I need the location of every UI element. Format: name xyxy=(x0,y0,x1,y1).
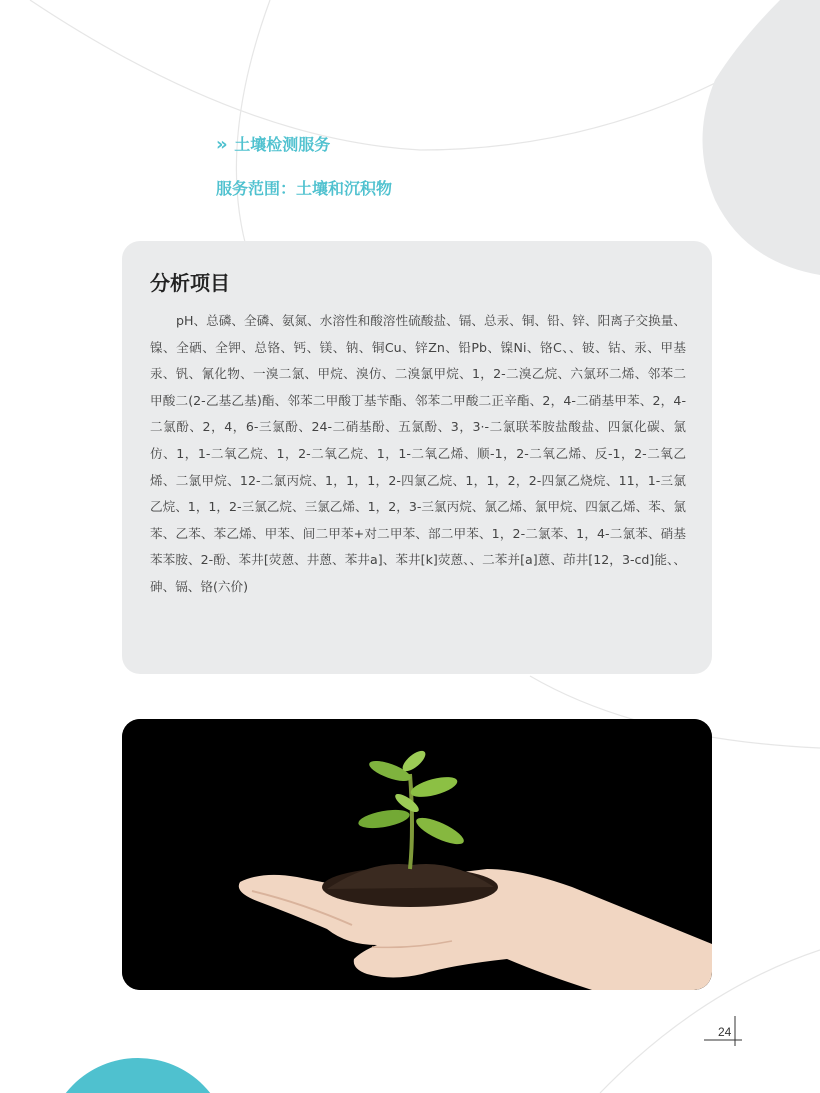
section-title: 土壤检测服务 xyxy=(234,135,331,154)
analysis-items-card xyxy=(122,241,712,674)
page-number: 24 xyxy=(718,1025,732,1039)
section-header xyxy=(216,132,330,155)
seedling-illustration xyxy=(122,719,712,990)
seedling-photo xyxy=(122,719,712,990)
double-chevron-icon: » xyxy=(216,134,225,155)
card-body-text: pH、总磷、全磷、氨氮、水溶性和酸溶性硫酸盐、镉、总汞、铜、铅、锌、阳离子交换量、镍、全硒、全钾、总铬、钙、镁、钠、铜Cu、锌Zn、铅Pb、镍Ni、铬C、、铍、钴、汞、甲基汞、钒、氰化物、一溴二氯、甲烷、溴仿、二溴氯甲烷、1，2-二溴乙烷、六氯环二烯、邻苯二甲酸二(2-乙基乙基)酯、邻苯二甲酸丁基苄酯、邻苯二甲酸二正辛酯、2，4-二硝基甲苯、2，4-二氯酚、2，4，6-三氯酚、24-二硝基酚、五氯酚、3，3·-二氯联苯胺盐酸盐、四氯化碳、氯仿、1，1-二氧乙烷、1，2-二氧乙烷、1，1-二氧乙烯、顺-1，2-二氧乙烯、反-1，2-二氧乙烯、二氯甲烷、12-二氯丙烷、1，1，1，2-四氯乙烷、1，1，2，2-四氯乙烧烷、11，1-三氯乙烷、1，1，2-三氯乙烷、三氯乙烯、1，2，3-三氯丙烷、氯乙烯、氯甲烷、四氯乙烯、苯、氯苯、乙苯、苯乙烯、甲苯、间二甲苯+对二甲苯、部二甲苯、1，2-二氯苯、1，4-二氯苯、硝基苯苯胺、2-酚、苯井[荧蒽、井蒽、苯井a]、苯井[k]荧蒽、、二苯并[a]蒽、茚井[12，3-cd]能、、砷、镉、铬(六价) xyxy=(150,313,686,594)
card-title: 分析项目 xyxy=(150,271,230,295)
service-scope: 服务范围：土壤和沉积物 xyxy=(216,179,393,198)
